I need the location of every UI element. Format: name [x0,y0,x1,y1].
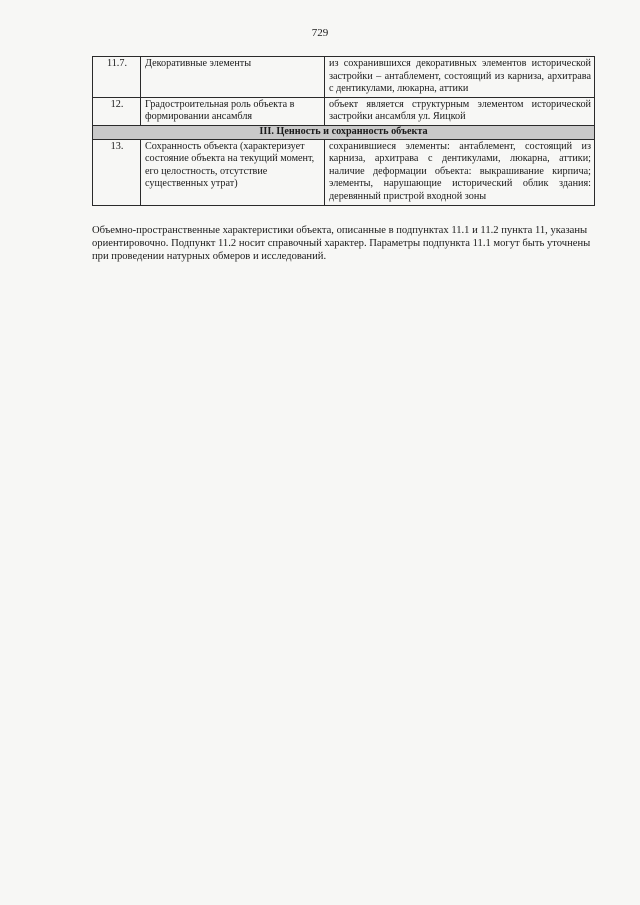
row-number: 12. [93,97,141,125]
row-title: Сохранность объекта (характеризует состояние объекта на текущий момент, его целостность, отсутствие существенных утрат) [141,139,325,205]
row-number: 11.7. [93,57,141,98]
row-value: объект является структурным элементом исторической застройки ансамбля ул. Яицкой [325,97,595,125]
table-row [93,97,595,125]
row-title: Градостроительная роль объекта в формировании ансамбля [141,97,325,125]
page-number: 729 [311,27,329,39]
object-characteristics-table [92,56,595,206]
row-value: из сохранившихся декоративных элементов исторической застройки – антаблемент, состоящий из карниза, архитрава с дентикулами, люкарна, аттики [325,57,595,98]
row-title: Декоративные элементы [141,57,325,98]
row-value: сохранившиеся элементы: антаблемент, состоящий из карниза, архитрава с дентикулами, люкарна, аттики; наличие деформации объекта: выкрашивание кирпича; элементы, нарушающие исторический облик здания: деревянный пристрой входной зоны [325,139,595,205]
table-row [93,57,595,98]
footnote-paragraph: Объемно-пространственные характеристики объекта, описанные в подпунктах 11.1 и 11.2 пункта 11, указаны ориентировочно. Подпункт 11.2 носит справочный характер. Параметры подпункта 11.1 могут быть уточнены при проведении натурных обмеров и исследований. [92,224,591,263]
section-header-row [93,125,595,139]
row-number: 13. [93,139,141,205]
table-row [93,139,595,205]
section-title: III. Ценность и сохранность объекта [93,125,595,139]
